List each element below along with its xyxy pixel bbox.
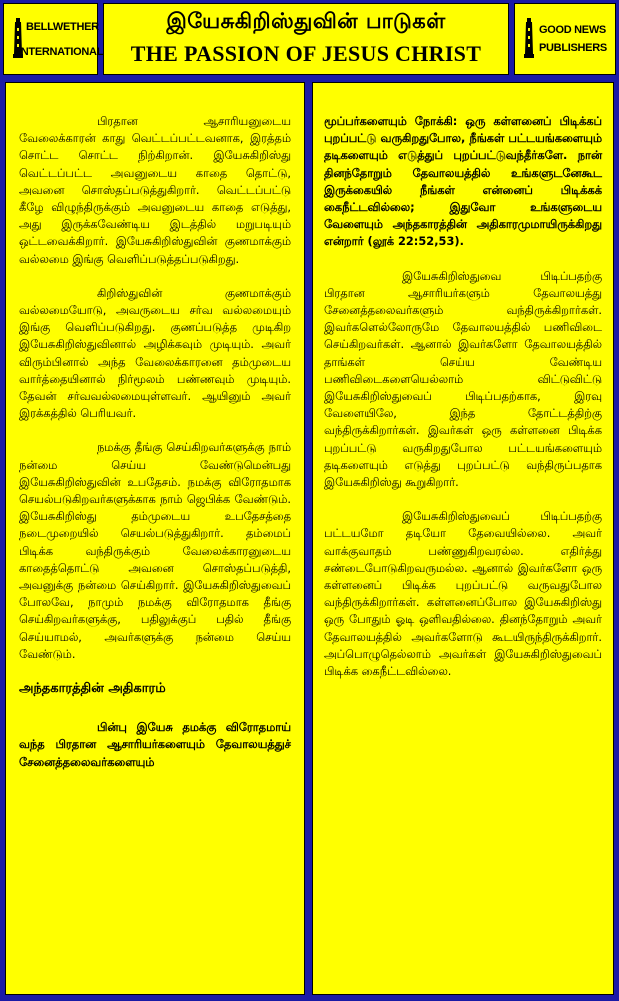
right-paragraph-3: இயேசுகிறிஸ்துவைப் பிடிப்பதற்கு பட்டயமோ தடியோ தேவையில்லை. அவர் வாக்குவாதம் பண்ணுகிறவரல்ல. எதிர்த்து சண்டைபோடுகிறவருமல்ல. ஆனால் இவர்களோ ஒரு கள்ளனைப் பிடிக்க புறப்பட்டு வருவதுபோல வந்திருக்கிறார்கள். கள்ளனைப்போல இயேசுகிறிஸ்து ஒரு போதும் ஓடி ஒளிவதில்லை. தினந்தோறும் அவர் தேவாலயத்தில் அவர்களோடு கூடயிருந்திருக்கிறார். அப்பொழுதெல்லாம் அவர்கள் இயேசுகிறிஸ்துவைப் பிடிக்க கைநீட்டவில்லை. bbox=[324, 509, 602, 679]
bellwether-logo bbox=[3, 3, 104, 75]
logo-left-line2: INTERNATIONAL bbox=[18, 46, 104, 58]
right-paragraph-1: மூப்பர்களையும் நோக்கி: ஒரு கள்ளனைப் பிடிக்கப் புறப்பட்டு வருகிறதுபோல, நீங்கள் பட்டயங்களையும் தடிகளையும் எடுத்துப் புறப்பட்டுவந்தீர்களே. நான் தினந்தோறும் தேவாலயத்தில் உங்களுடனேகூட இருக்கையில் நீங்கள் என்னைப் பிடிக்கக் கைநீட்டவில்லை; இதுவோ உங்களுடைய வேளையும் அந்தகாரத்தின் அதிகாரமுமாயிருக்கிறது என்றார் (லூக் 22:52,53). bbox=[324, 114, 602, 249]
section-heading: அந்தகாரத்தின் அதிகாரம் bbox=[19, 681, 166, 697]
page-header bbox=[0, 0, 619, 80]
right-paragraph-2: இயேசுகிறிஸ்துவை பிடிப்பதற்கு பிரதான ஆசாரியர்களும் தேவாலயத்து சேனைத்தலைவர்களும் வந்திருக்கிறார்கள். இவர்களெல்லோருமே தேவாலயத்தில் பணிவிடை செய்கிறவர்கள். ஆனால் இவர்களோ தேவாலயத்தில் தாங்கள் செய்ய வேண்டிய பணிவிடைகளையெல்லாம் விட்டுவிட்டு இயேசுகிறிஸ்துவைப் பிடிப்பதற்காக, இரவு வேளையிலே, இந்த தோட்டத்திற்கு வந்திருக்கிறார்கள். இவர்கள் ஒரு கள்ளனை பிடிக்க புறப்பட்டு வருகிறதுபோல பட்டயங்களையும் தடிகளையும் எடுத்து புறப்பட்டு வந்திருப்பதாக இயேசுகிறிஸ்து கூறுகிறார். bbox=[324, 268, 602, 490]
logo-left-line1: BELLWETHER bbox=[26, 21, 99, 33]
logo-right-line1: GOOD NEWS bbox=[539, 24, 606, 36]
lighthouse-icon bbox=[521, 16, 537, 60]
good-news-logo bbox=[514, 3, 616, 75]
left-paragraph-3: நமக்கு தீங்கு செய்கிறவர்களுக்கு நாம் நன்மை செய்ய வேண்டுமென்பது இயேசுகிறிஸ்துவின் உபதேசம். நமக்கு விரோதமாக செயல்படுகிறவர்களுக்காக நாம் ஜெபிக்க வேண்டும். இயேசுகிறிஸ்து தம்முடைய உபதேசத்தை நடைமுறையில் செயல்படுத்துகிறார். தம்மைப் பிடிக்க வந்திருக்கும் வேலைக்காரனுடைய காதைத்தொட்டு அவனை சொஸ்தப்படுத்தி, அவனுக்கு நன்மை செய்கிறார். இயேசுகிறிஸ்துவைப் போலவே, நாமும் நமக்கு விரோதமாக தீங்கு செய்கிறவர்களுக்கு, பதிலுக்குப் பதில் தீங்கு செய்யாமல், அவர்களுக்கு நன்மை செய்ய வேண்டும். bbox=[19, 440, 291, 661]
right-column bbox=[312, 82, 614, 995]
title-tamil: இயேசுகிறிஸ்துவின் பாடுகள் bbox=[166, 9, 446, 33]
left-column bbox=[5, 82, 305, 995]
logo-right-line2: PUBLISHERS bbox=[539, 42, 607, 54]
title-banner bbox=[103, 3, 509, 75]
left-paragraph-2: கிறிஸ்துவின் குணமாக்கும் வல்லமையோடு, அவருடைய சர்வ வல்லமையும் இங்கு வெளிப்படுகிறது. குணப்படுத்த முடிகிற இயேசுகிறிஸ்துவினால் அழிக்கவும் முடியும். அவர் விரும்பினால் அந்த வேலைக்காரனை தம்முடைய வார்த்தையினால் நிர்மூலம் பண்ணவும் முடியும். தேவன் சர்வவல்லமையுள்ளவர். ஆயினும் அவர் இரக்கத்தில் பெரியவர். bbox=[19, 285, 291, 421]
left-paragraph-4: பின்பு இயேசு தமக்கு விரோதமாய் வந்த பிரதான ஆசாரியர்களையும் தேவாலயத்துச் சேனைத்தலைவர்களையும் bbox=[19, 720, 291, 769]
left-paragraph-1: பிரதான ஆசாரியனுடைய வேலைக்காரன் காது வெட்டப்பட்டவனாக, இரத்தம் சொட்ட சொட்ட நிற்கிறான். இயேசுகிறிஸ்து வெட்டப்பட்ட அவனுடைய காதை தொட்டு, அவனை சொஸ்தப்படுத்துகிறார். வெட்டப்பட்டு கீழே விழுந்திருக்கும் அவனுடைய காதை எடுத்து, அது இருக்கவேண்டிய இடத்தில் மறுபடியும் ஒட்டவைக்கிறார். இயேசுகிறிஸ்துவின் குணமாக்கும் வல்லமை இங்கு வெளிப்படுத்தப்படுகிறது. bbox=[19, 114, 291, 266]
title-english: THE PASSION OF JESUS CHRIST bbox=[130, 41, 482, 66]
